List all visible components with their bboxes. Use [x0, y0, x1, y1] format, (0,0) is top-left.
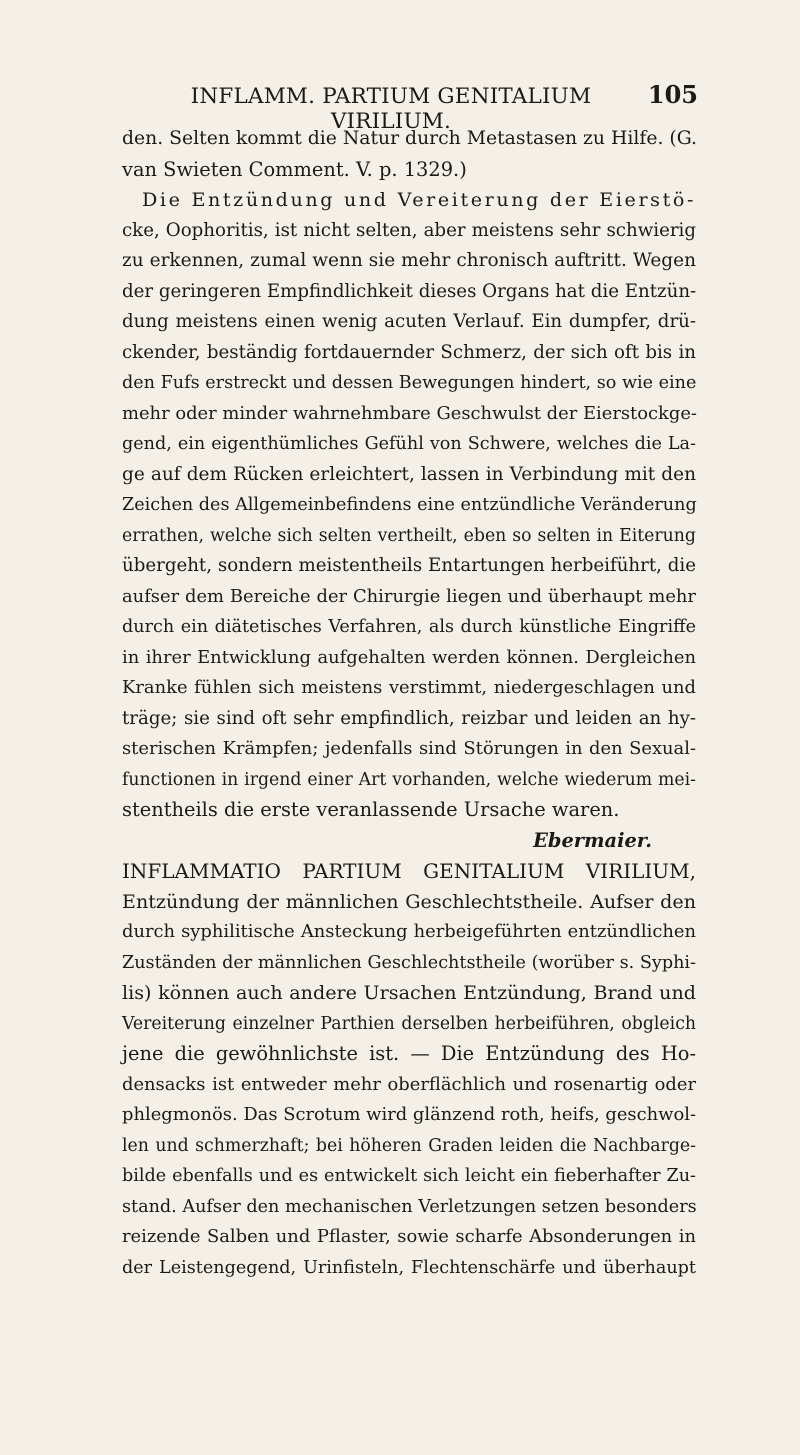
text-line: der geringeren Empfindlichkeit dieses Organs hat die Entzün-: [122, 280, 697, 302]
text-line: functionen in irgend einer Art vorhanden, welche wiederum mei-: [122, 769, 696, 790]
text-line: ckender, beständig fortdauernder Schmerz, der sich oft bis in: [122, 341, 696, 363]
text-line: gend, ein eigenthümliches Gefühl von Schwere, welches die La-: [122, 434, 696, 454]
text-line: zu erkennen, zumal wenn sie mehr chronisch auftritt. Wegen: [122, 250, 696, 271]
text-line: lis) können auch andere Ursachen Entzündung, Brand und: [122, 981, 696, 1004]
text-line: den Fufs erstreckt und dessen Bewegungen hindert, so wie eine: [122, 373, 697, 393]
text-line: phlegmonös. Das Scrotum wird glänzend roth, heifs, geschwol-: [122, 1104, 696, 1125]
text-line: aufser dem Bereiche der Chirurgie liegen und überhaupt mehr: [122, 585, 696, 607]
text-line: Kranke fühlen sich meistens verstimmt, niedergeschlagen und: [122, 677, 696, 698]
running-title: INFLAMM. PARTIUM GENITALIUM VIRILIUM.: [190, 84, 592, 134]
text-line: stentheils die erste veranlassende Ursache waren.: [122, 798, 620, 821]
text-line: Vereiterung einzelner Parthien derselben herbeiführen, obgleich: [122, 1013, 696, 1034]
text-line: stand. Aufser den mechanischen Verletzungen setzen besonders: [122, 1196, 697, 1217]
text-line: reizende Salben und Pflaster, sowie scharfe Absonderungen in: [122, 1226, 696, 1247]
text-line: errathen, welche sich selten vertheilt, eben so selten in Eiterung: [122, 525, 696, 546]
text-line: träge; sie sind oft sehr empfindlich, reizbar und leiden an hy-: [122, 707, 696, 729]
text-line: den. Selten kommt die Natur durch Metastasen zu Hilfe. (G.: [122, 128, 698, 149]
text-line: len und schmerzhaft; bei höheren Graden leiden die Nachbarge-: [122, 1135, 696, 1156]
text-line: mehr oder minder wahrnehmbare Geschwulst der Eierstockge-: [122, 402, 697, 424]
running-head: [118, 80, 698, 134]
text-line: van Swieten Comment. V. p. 1329.): [122, 157, 467, 181]
text-line: durch ein diätetisches Verfahren, als durch künstliche Eingriffe: [122, 617, 696, 637]
article-heading: INFLAMMATIO PARTIUM GENITALIUM VIRILIUM,: [122, 859, 696, 883]
text-line: bilde ebenfalls und es entwickelt sich leicht ein fieberhafter Zu-: [122, 1166, 696, 1186]
text-line: cke, Oophoritis, ist nicht selten, aber meistens sehr schwierig: [122, 219, 696, 241]
page-number: 105: [647, 80, 698, 109]
text-line: durch syphilitische Ansteckung herbeigeführten entzündlichen: [122, 921, 696, 942]
text-line: ge auf dem Rücken erleichtert, lassen in Verbindung mit den: [122, 463, 696, 485]
text-line: Die Entzündung und Vereiterung der Eierstö-: [142, 188, 696, 211]
text-line: Entzündung der männlichen Geschlechtstheile. Aufser den: [122, 889, 696, 913]
text-line: Zeichen des Allgemeinbefindens eine entzündliche Veränderung: [122, 495, 697, 515]
text-line: jene die gewöhnlichste ist. — Die Entzündung des Ho-: [122, 1042, 696, 1065]
text-line: Zuständen der männlichen Geschlechtstheile (worüber s. Syphi-: [122, 952, 696, 973]
text-line: in ihrer Entwicklung aufgehalten werden können. Dergleichen: [122, 646, 696, 668]
text-line: der Leistengegend, Urinfisteln, Flechtenschärfe und überhaupt: [122, 1257, 696, 1278]
text-line: dung meistens einen wenig acuten Verlauf. Ein dumpfer, drü-: [122, 311, 696, 332]
text-line: übergeht, sondern meistentheils Entartungen herbeiführt, die: [122, 555, 696, 576]
text-line: sterischen Krämpfen; jedenfalls sind Störungen in den Sexual-: [122, 738, 696, 759]
text-line: densacks ist entweder mehr oberflächlich und rosenartig oder: [122, 1073, 696, 1095]
body-text: [122, 124, 696, 1283]
author-signature: Ebermaier.: [533, 828, 652, 852]
